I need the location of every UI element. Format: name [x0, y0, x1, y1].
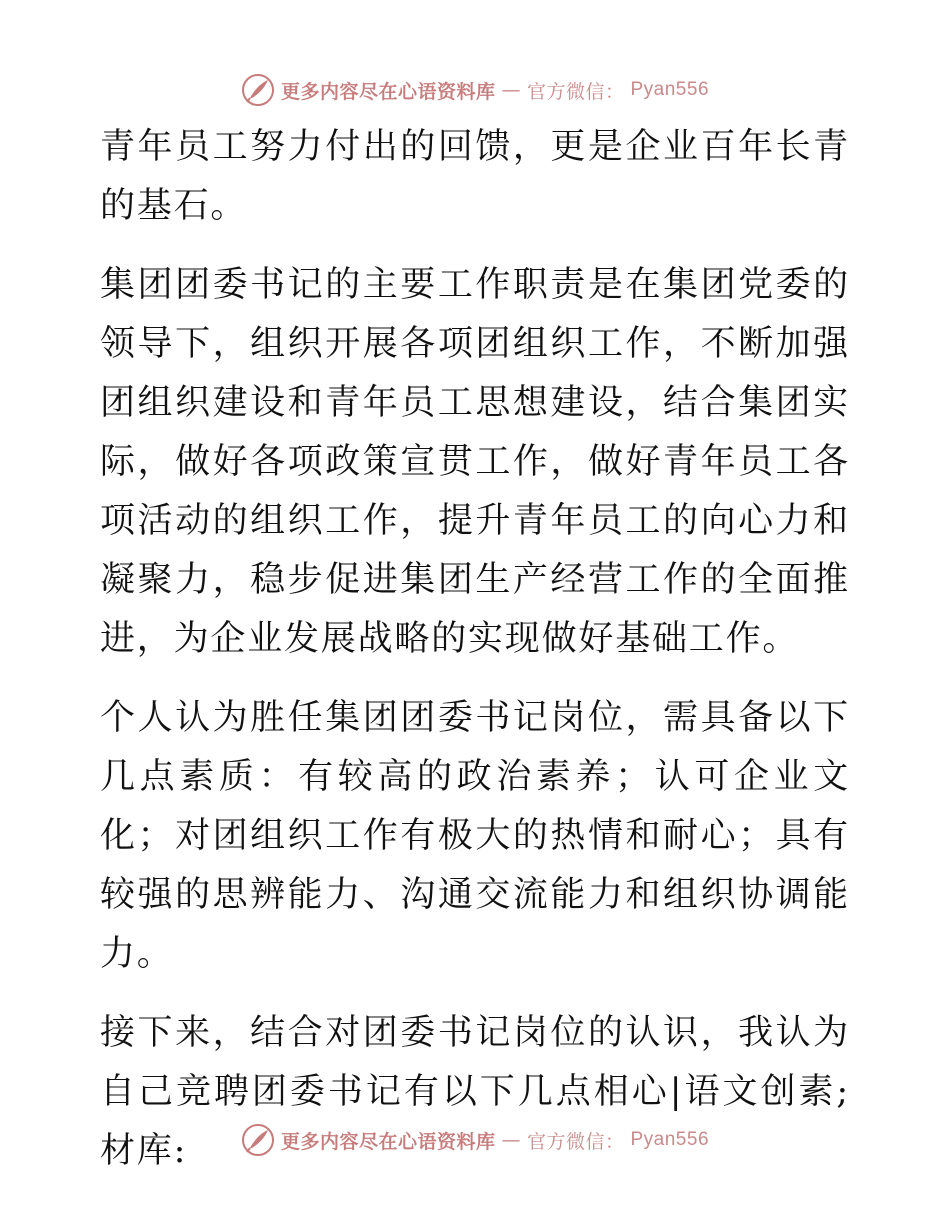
watermark-dash: —: [501, 1129, 521, 1151]
feather-pen-logo-icon: [241, 73, 275, 107]
paragraph-4: 接下来，结合对团委书记岗位的认识，我认为自己竞聘团委书记有以下几点相心|语文创素;材库:: [100, 1013, 850, 1171]
watermark-wechat-id: Pyan556: [630, 1129, 710, 1150]
footer-watermark: [0, 1120, 950, 1160]
watermark-wechat-label: 官方微信：: [526, 80, 625, 103]
watermark-wechat-label: 官方微信：: [526, 1130, 625, 1153]
feather-pen-logo-icon: [241, 1123, 275, 1157]
paragraph-1: 青年员工努力付出的回馈，更是企业百年长青的基石。: [100, 127, 850, 226]
watermark-main-text: 更多内容尽在心语资料库: [280, 1130, 496, 1153]
watermark-dash: —: [501, 79, 521, 101]
document-body: [100, 118, 850, 1201]
header-watermark: [0, 70, 950, 110]
watermark-wechat-id: Pyan556: [630, 79, 710, 100]
paragraph-3: 个人认为胜任集团团委书记岗位，需具备以下几点素质：有较高的政治素养；认可企业文化；对团组织工作有极大的热情和耐心；具有较强的思辨能力、沟通交流能力和组织协调能力。: [100, 698, 850, 974]
paragraph-2: 集团团委书记的主要工作职责是在集团党委的领导下，组织开展各项团组织工作，不断加强团组织建设和青年员工思想建设，结合集团实际，做好各项政策宣贯工作，做好青年员工各项活动的组织工作，提升青年员工的向心力和凝聚力，稳步促进集团生产经营工作的全面推进，为企业发展战略的实现做好基础工作。: [100, 265, 850, 659]
watermark-main-text: 更多内容尽在心语资料库: [280, 80, 496, 103]
